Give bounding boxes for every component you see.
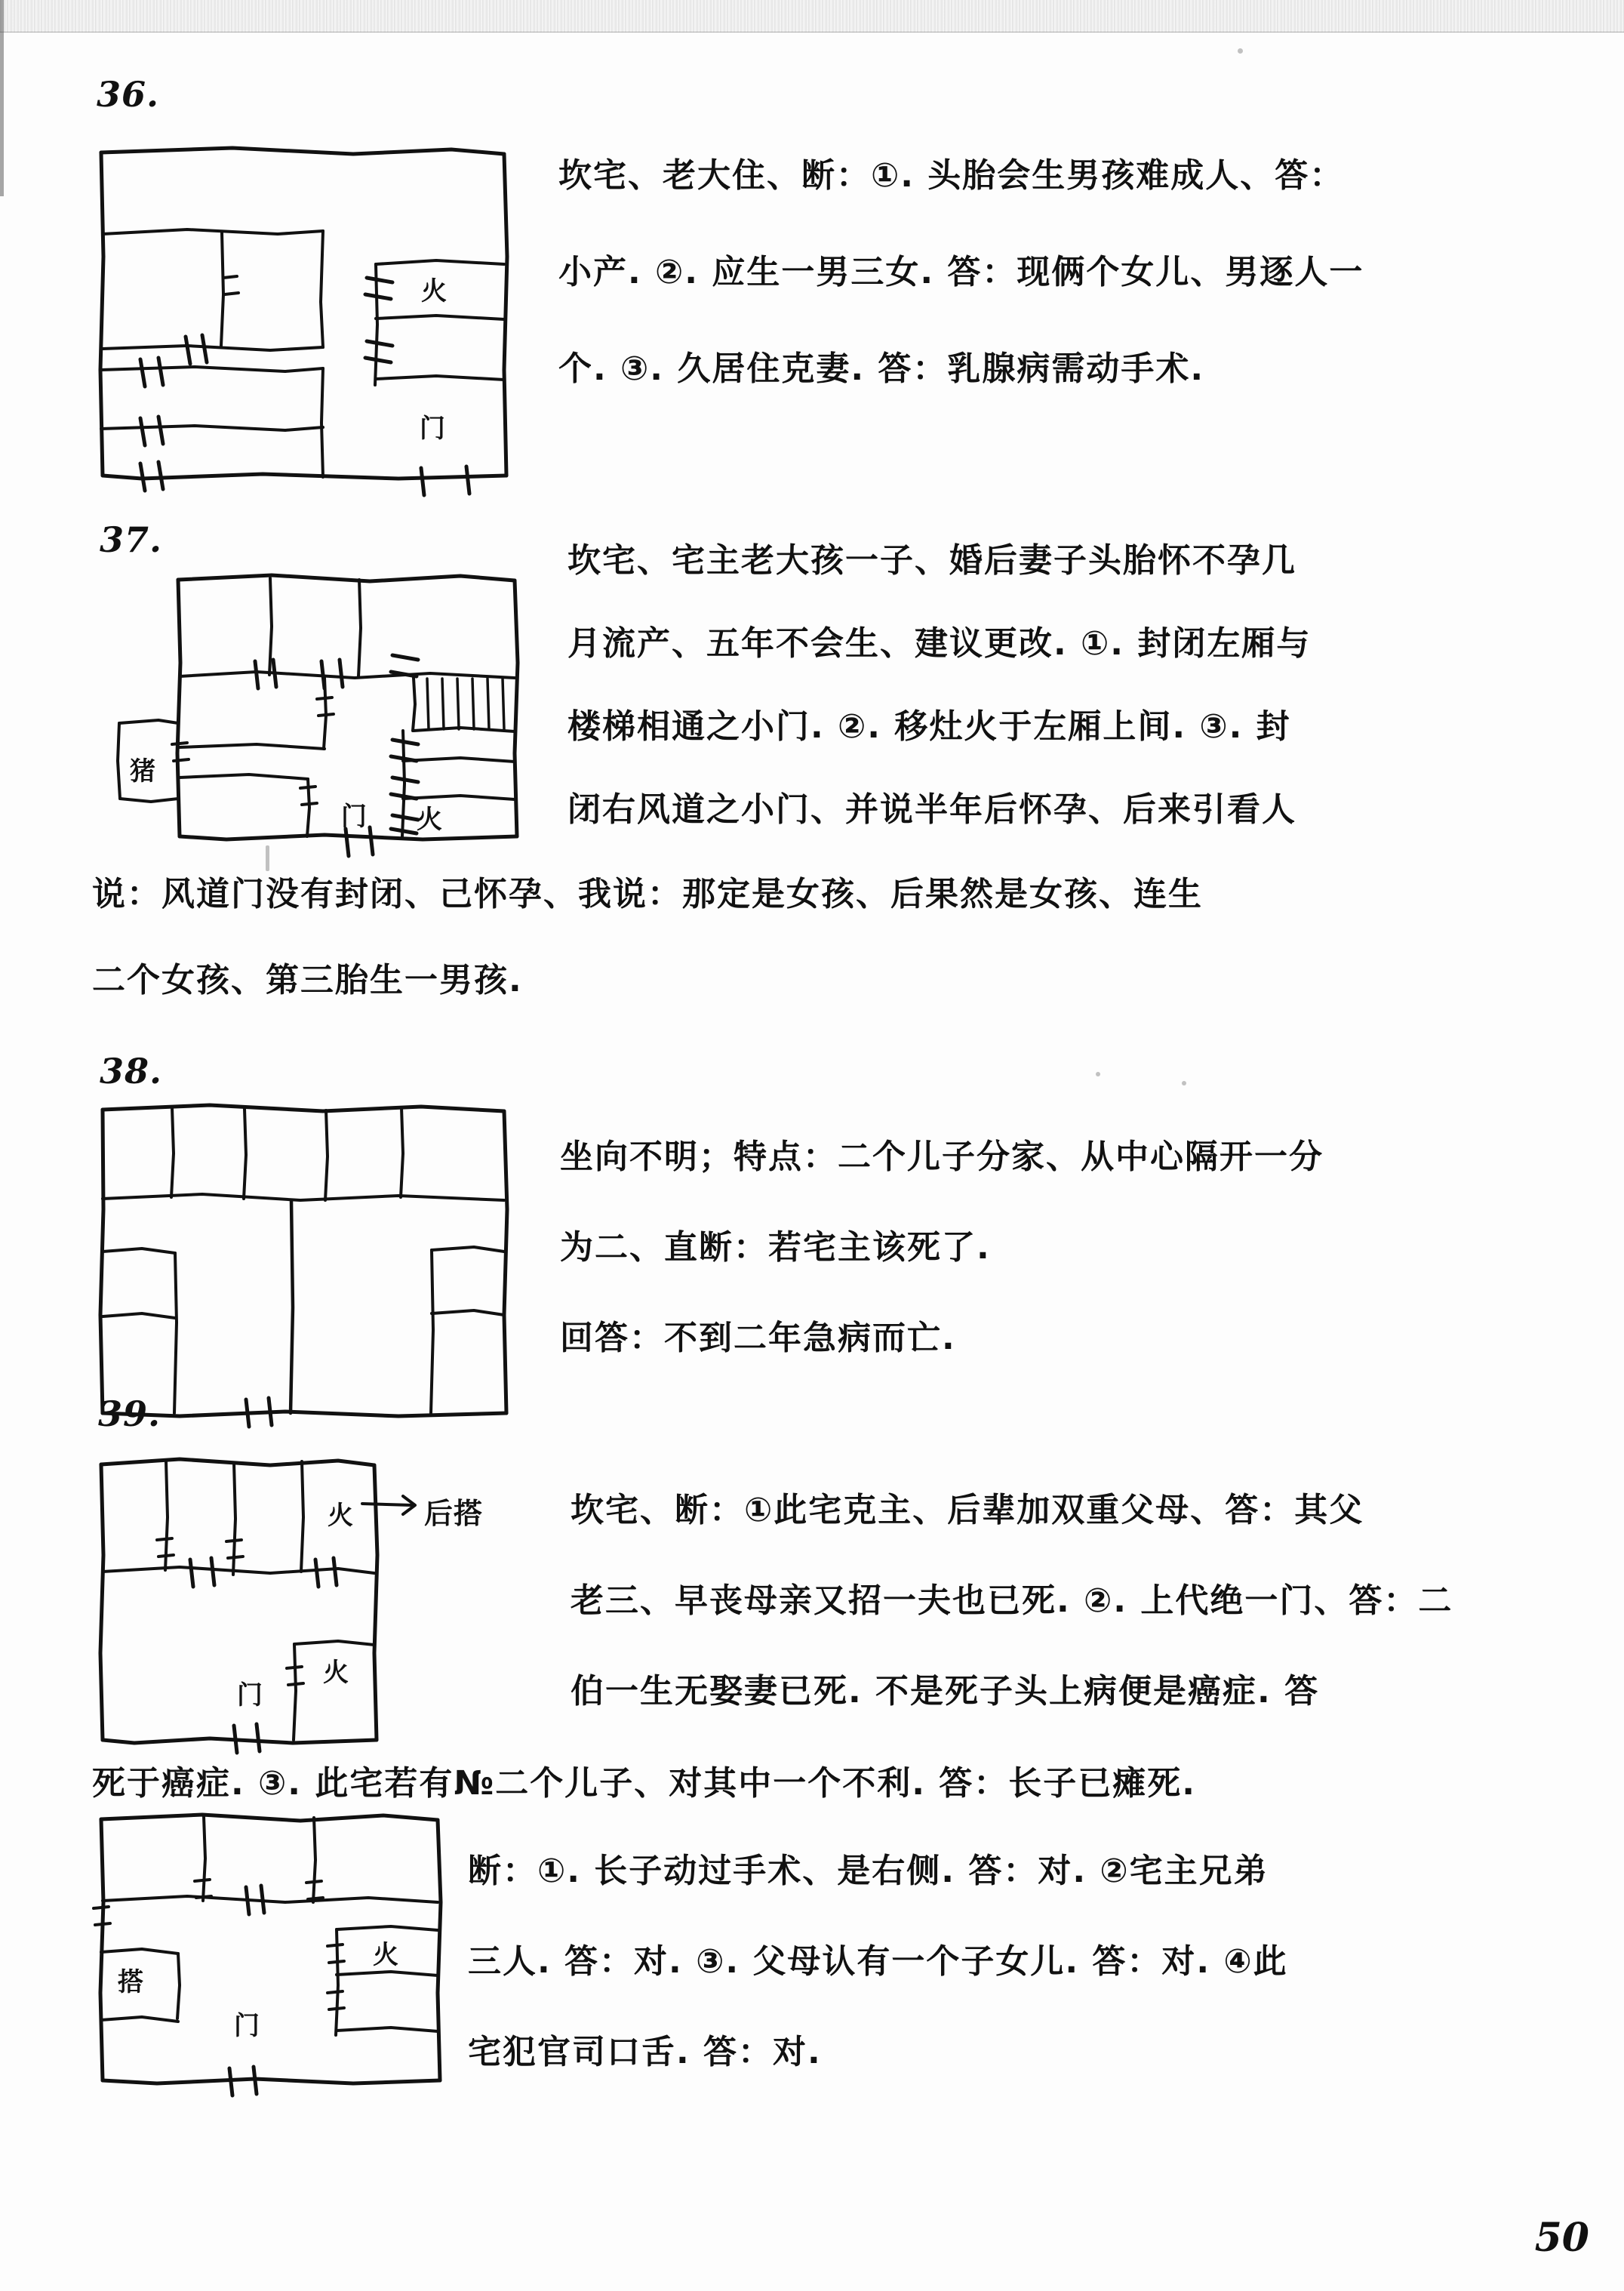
entry-37-line-2: 月流产、五年不会生、建议更改. ①. 封闭左厢与 [567, 624, 1312, 663]
plan-label-fire: 火 [417, 805, 443, 835]
scan-speckle [1238, 48, 1243, 54]
entry-38-line-2: 为二、直断：若宅主该死了. [560, 1228, 991, 1267]
entry-number-36: 36. [97, 74, 160, 115]
floor-plan-38 [97, 1104, 512, 1421]
scan-speckle [1096, 1072, 1100, 1076]
scan-top-edge-artifact [0, 0, 1624, 32]
plan-label-door: 门 [237, 1680, 263, 1711]
entry-37-continuation-1: 说：风道门没有封闭、己怀孕、我说：那定是女孩、后果然是女孩、连生 [92, 875, 1203, 913]
entry-39-line-2: 老三、早丧母亲又招一夫也已死. ②. 上代绝一门、答：二 [571, 1581, 1453, 1620]
entry-number-38: 38. [100, 1051, 163, 1092]
page-number: 50 [1534, 2215, 1589, 2261]
plan-label-addition: 搭 [118, 1967, 144, 1997]
entry-39-continuation-1: 死于癌症. ③. 此宅若有№二个儿子、对其中一个不利. 答：长子已瘫死. [92, 1764, 1197, 1803]
entry-36-line-2: 小产. ②. 应生一男三女. 答：现俩个女儿、男逐人一 [558, 253, 1364, 291]
plan-label-pig: 猪 [130, 756, 156, 787]
entry-39-line-6: 宅犯官司口舌. 答：对. [468, 2033, 822, 2071]
plan-label-fire: 火 [328, 1501, 354, 1531]
entry-36-line-1: 坎宅、老大住、断：①. 头胎会生男孩难成人、答： [558, 156, 1345, 195]
floor-plan-39-a [97, 1457, 484, 1748]
plan-label-door: 门 [420, 414, 446, 444]
scan-left-edge-artifact [0, 0, 4, 196]
entry-37-line-1: 坎宅、宅主老大孩一子、婚后妻子头胎怀不孕几 [567, 541, 1296, 580]
entry-39-line-3: 伯一生无娶妻已死. 不是死子头上病便是癌症. 答 [571, 1672, 1320, 1711]
plan-label-fire: 火 [421, 276, 448, 306]
entry-37-line-3: 楼梯相通之小门. ②. 移灶火于左厢上间. ③. 封 [567, 707, 1291, 746]
plan-label-fire-2: 火 [323, 1658, 349, 1688]
plan-label-door: 门 [341, 802, 368, 832]
entry-38-line-1: 坐向不明；特点：二个儿子分家、从中心隔开一分 [560, 1138, 1324, 1176]
entry-number-39: 39. [98, 1393, 161, 1434]
plan-label-door: 门 [234, 2011, 260, 2041]
entry-39-line-5: 三人. 答：对. ③. 父母认有一个子女儿. 答：对. ④此 [468, 1942, 1288, 1981]
plan-label-fire: 火 [373, 1940, 399, 1970]
entry-37-continuation-2: 二个女孩、第三胎生一男孩. [92, 961, 523, 999]
entry-38-line-3: 回答：不到二年急病而亡. [560, 1319, 956, 1357]
entry-37-line-4: 闭右风道之小门、并说半年后怀孕、后来引看人 [567, 790, 1296, 829]
entry-36-line-3: 个. ③. 久居住克妻. 答：乳腺病需动手术. [558, 350, 1205, 388]
entry-number-37: 37. [100, 519, 163, 560]
floor-plan-36 [97, 143, 512, 483]
plan-annotation-rear-addition: 后搭 [424, 1497, 484, 1530]
floor-plan-39-b [97, 1812, 451, 2091]
floor-plan-37 [130, 572, 528, 844]
entry-39-line-4: 断：①. 长子动过手术、是右侧. 答：对. ②宅主兄弟 [468, 1852, 1269, 1890]
scan-speckle [1182, 1081, 1186, 1085]
entry-39-line-1: 坎宅、断：①此宅克主、后辈加双重父母、答：其父 [571, 1491, 1364, 1529]
